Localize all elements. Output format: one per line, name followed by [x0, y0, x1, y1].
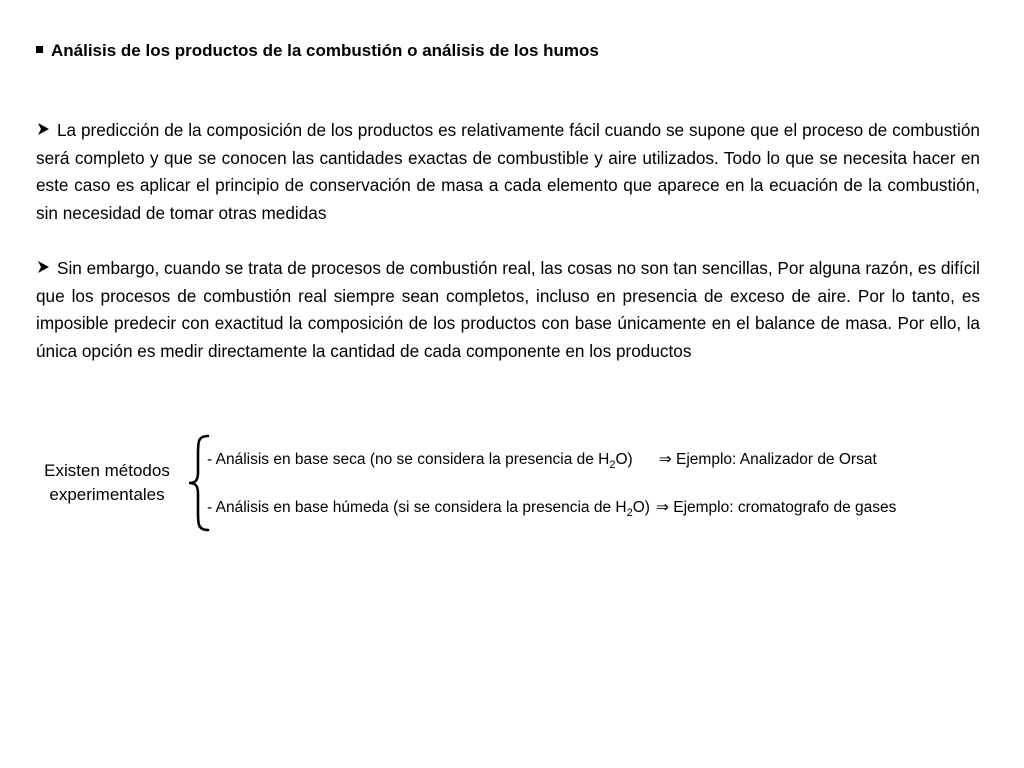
- arrow-bullet-icon: [36, 260, 50, 274]
- method-dry-text: - Análisis en base seca (no se considera la presencia de H: [207, 451, 610, 468]
- method-wet-text: - Análisis en base húmeda (si se considera la presencia de H: [207, 499, 627, 516]
- method-dry-text-end: O): [615, 451, 633, 468]
- method-dry-example: ⇒ Ejemplo: Analizador de Orsat: [658, 451, 877, 468]
- paragraph-2: [36, 255, 980, 365]
- methods-label-line-2: experimentales: [49, 485, 165, 504]
- paragraph-2-text: Sin embargo, cuando se trata de procesos de combustión real, las cosas no son tan sencillas, Por alguna razón, es difícil que los procesos de combustión real siempre sean completos, incluso en presencia de exceso de aire. Por lo tanto, es imposible predecir con exactitud la composición de los productos con base únicamente en el balance de masa. Por ello, la única opción es medir directamente la cantidad de cada componente en los productos: [36, 258, 980, 361]
- methods-label-line-1: Existen métodos: [44, 461, 170, 480]
- heading-text: Análisis de los productos de la combustión o análisis de los humos: [51, 41, 599, 60]
- paragraph-1-text: La predicción de la composición de los productos es relativamente fácil cuando se supone que el proceso de combustión será completo y que se conocen las cantidades exactas de combustible y aire utilizados. Todo lo que se necesita hacer en este caso es aplicar el principio de conservación de masa a cada elemento que aparece en la ecuación de la combustión, sin necesidad de tomar otras medidas: [36, 120, 980, 223]
- section-heading: [36, 38, 996, 64]
- paragraph-1: [36, 117, 980, 227]
- arrow-bullet-icon: [36, 122, 50, 136]
- square-bullet-icon: [36, 46, 43, 53]
- subscript: 2: [609, 459, 616, 472]
- subscript: 2: [626, 507, 633, 520]
- methods-label: [22, 459, 192, 507]
- method-wet-analysis: [207, 497, 896, 519]
- method-wet-example: ⇒ Ejemplo: cromatografo de gases: [655, 499, 897, 516]
- method-dry-analysis: [207, 449, 877, 471]
- method-wet-text-end: O): [632, 499, 650, 516]
